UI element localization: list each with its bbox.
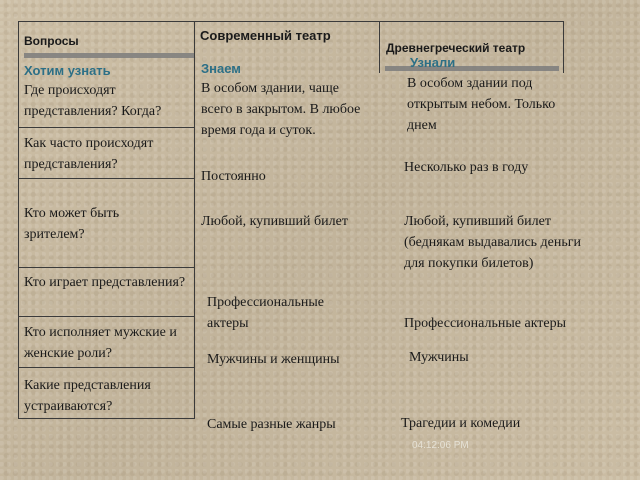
greek-roles: Мужчины [409,350,469,365]
row-divider-2 [18,178,195,179]
modern-where: В особом здании, чаще всего в закрытом. В любое время года и суток. [201,81,361,138]
header-strip-left [24,53,194,58]
left-col-top-border [18,21,195,22]
question-who-audience: Кто может быть зрителем? [24,206,120,242]
question-who-plays: Кто играет представления? [24,275,186,290]
modern-kinds: Самые разные жанры [207,417,336,432]
learned-label: Узнали [410,55,456,70]
question-kinds: Какие представления устраиваются? [24,378,151,414]
question-how-often: Как часто происходят представления? [24,136,154,172]
greek-header-top [379,21,564,22]
greek-where: В особом здании под открытым небом. Только днем [407,76,556,133]
modern-how-often: Постоянно [201,169,266,184]
modern-header: Современный театр [200,28,331,43]
greek-header-right [563,21,564,73]
greek-plays: Профессиональные актеры [404,316,567,331]
modern-plays: Профессиональные актеры [207,295,324,331]
greek-how-often: Несколько раз в году [404,160,529,175]
modern-header-right [379,21,380,73]
left-col-right-border [194,21,195,419]
know-label: Знаем [201,61,241,76]
question-roles: Кто исполняет мужские и женские роли? [24,325,177,361]
modern-roles: Мужчины и женщины [207,352,340,367]
row-divider-5 [18,367,195,368]
want-to-know-label: Хотим узнать [24,63,111,78]
left-col-left-border [18,21,19,419]
questions-header: Вопросы [24,34,79,48]
row-divider-3 [18,267,195,268]
greek-header: Древнегреческий театр [386,41,526,55]
timestamp: 04:12:06 PM [412,440,469,451]
modern-audience: Любой, купивший билет [201,214,348,229]
left-col-bottom-border [18,418,195,419]
modern-header-top [194,21,380,22]
greek-audience: Любой, купивший билет (беднякам выдавались деньги для покупки билетов) [404,214,581,271]
row-divider-4 [18,316,195,317]
row-divider-1 [18,127,195,128]
greek-kinds: Трагедии и комедии [401,416,521,431]
question-where: Где происходят представления? Когда? [24,83,162,119]
